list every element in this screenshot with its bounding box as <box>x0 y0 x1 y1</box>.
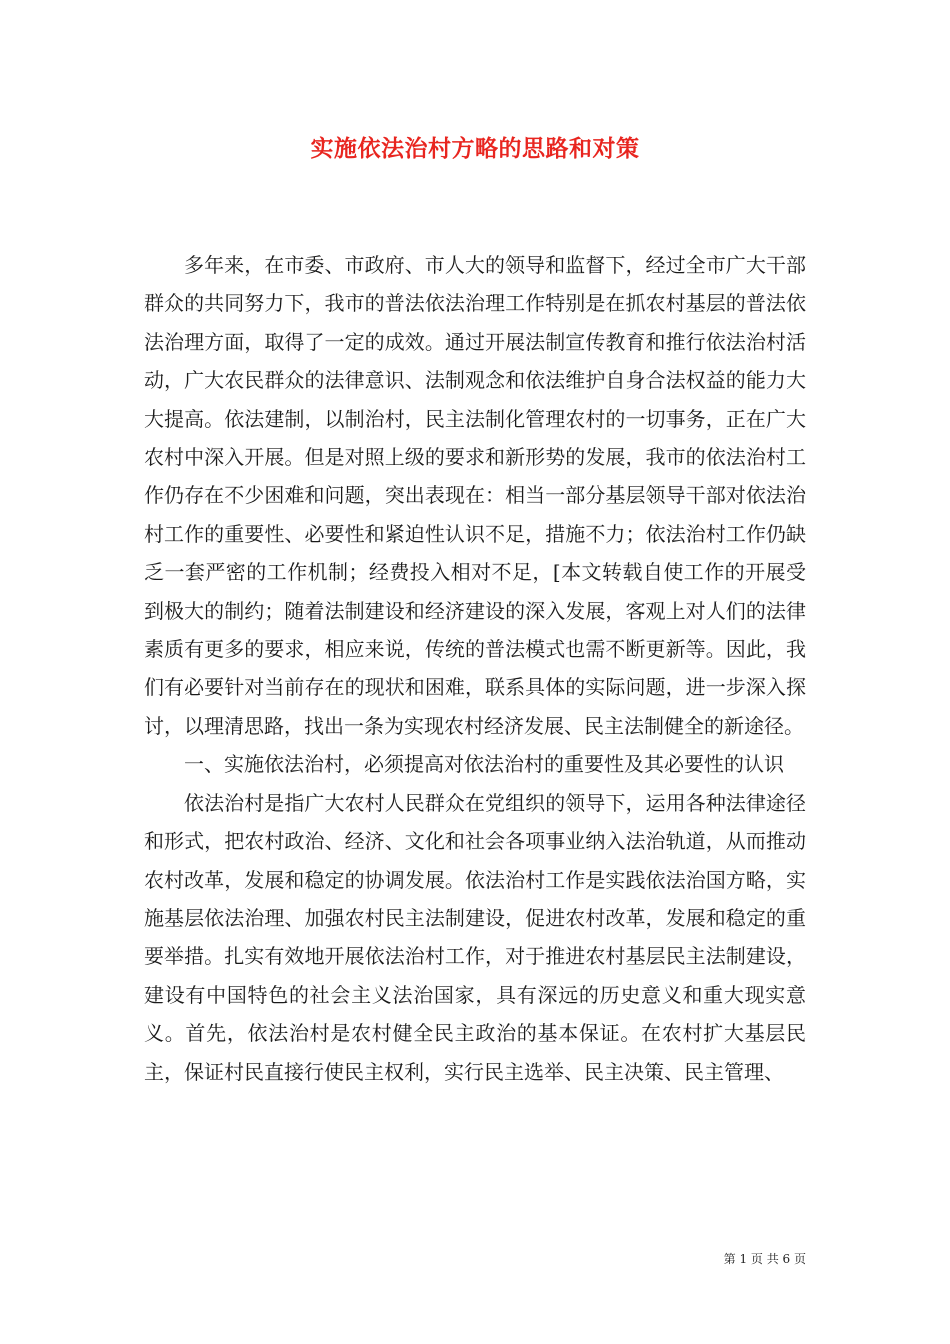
body-paragraph: 依法治村是指广大农村人民群众在党组织的领导下，运用各种法律途径和形式，把农村政治、经济、文化和社会各项事业纳入法治轨道，从而推动农村改革，发展和稳定的协调发展。依法治村工作是实践依法治国方略，实施基层依法治理、加强农村民主法制建设，促进农村改革，发展和稳定的重要举措。扎实有效地开展依法治村工作，对于推进农村基层民主法制建设，建设有中国特色的社会主义法治国家，具有深远的历史意义和重大现实意义。首先，依法治村是农村健全民主政治的基本保证。在农村扩大基层民主，保证村民直接行使民主权利，实行民主选举、民主决策、民主管理、 <box>144 790 806 1084</box>
page-title: 实施依法治村方略的思路和对策 <box>310 135 640 162</box>
document-body <box>144 246 806 1091</box>
section-heading-1: 一、实施依法治村，必须提高对依法治村的重要性及其必要性的认识 <box>184 752 784 777</box>
page-number: 第 1 页 共 6 页 <box>723 1252 806 1266</box>
intro-paragraph: 多年来，在市委、市政府、市人大的领导和监督下，经过全市广大干部群众的共同努力下，我市的普法依法治理工作特别是在抓农村基层的普法依法治理方面，取得了一定的成效。通过开展法制宣传教育和推行依法治村活动，广大农民群众的法律意识、法制观念和依法维护自身合法权益的能力大大提高。依法建制，以制治村，民主法制化管理农村的一切事务，正在广大农村中深入开展。但是对照上级的要求和新形势的发展，我市的依法治村工作仍存在不少困难和问题，突出表现在：相当一部分基层领导干部对依法治村工作的重要性、必要性和紧迫性认识不足，措施不力；依法治村工作仍缺乏一套严密的工作机制；经费投入相对不足，[本文转载自使工作的开展受到极大的制约；随着法制建设和经济建设的深入发展，客观上对人们的法律素质有更多的要求，相应来说，传统的普法模式也需不断更新等。因此，我们有必要针对当前存在的现状和困难，联系具体的实际问题，进一步深入探讨，以理清思路，找出一条为实现农村经济发展、民主法制健全的新途径。 <box>144 253 806 738</box>
